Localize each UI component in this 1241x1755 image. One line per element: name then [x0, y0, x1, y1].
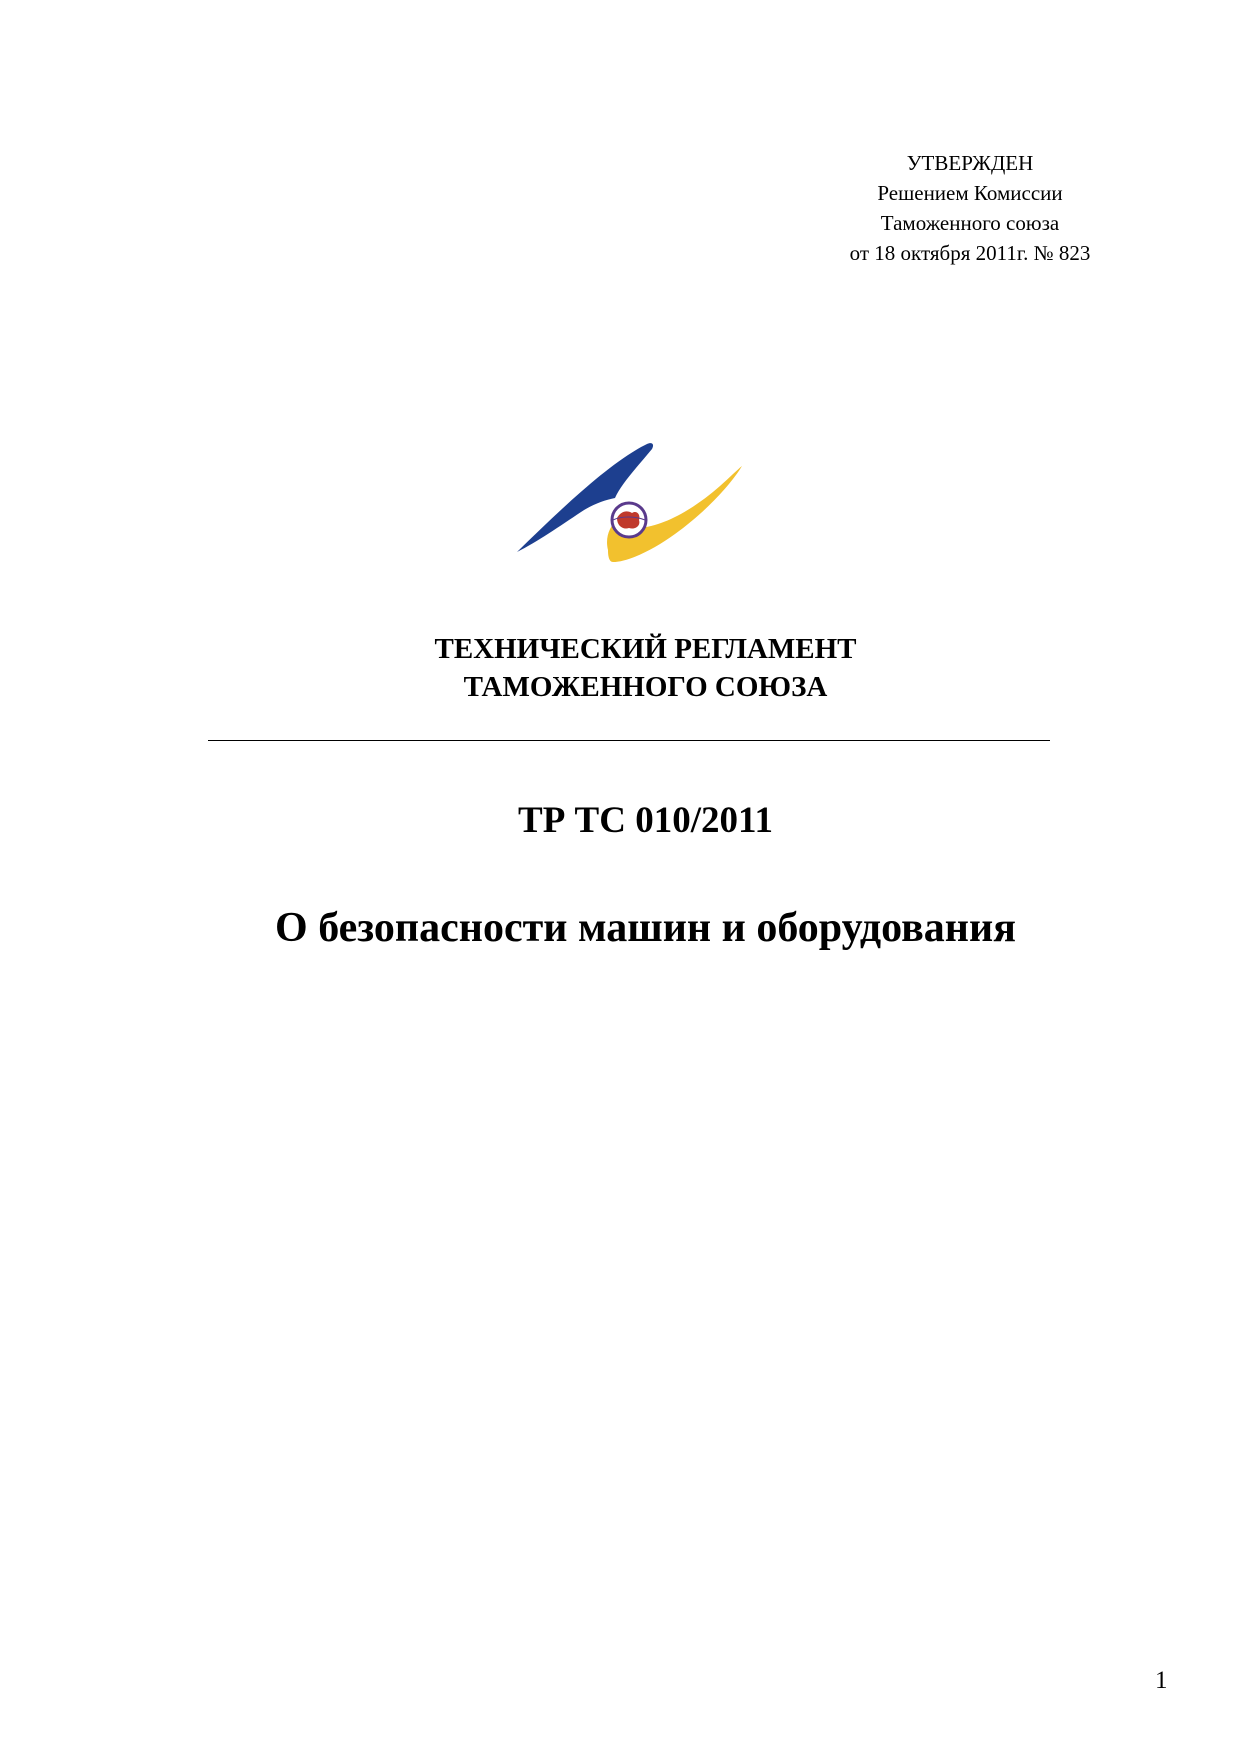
regulation-heading-line-1: ТЕХНИЧЕСКИЙ РЕГЛАМЕНТ [434, 633, 857, 665]
document-code: ТР ТС 010/2011 [518, 800, 773, 841]
customs-union-logo [515, 438, 775, 570]
approval-block [790, 148, 1150, 268]
approval-line-decision: Решением Комиссии [877, 181, 1063, 205]
approval-line-approved: УТВЕРЖДЕН [906, 151, 1034, 175]
horizontal-rule [208, 740, 1050, 741]
page-number: 1 [1155, 1667, 1168, 1694]
document-title: О безопасности машин и оборудования [275, 905, 1016, 951]
approval-line-union: Таможенного союза [880, 211, 1060, 235]
regulation-heading-line-2: ТАМОЖЕННОГО СОЮЗА [463, 671, 828, 703]
logo-globe [612, 503, 646, 537]
approval-line-date: от 18 октября 2011г. № 823 [849, 241, 1091, 265]
